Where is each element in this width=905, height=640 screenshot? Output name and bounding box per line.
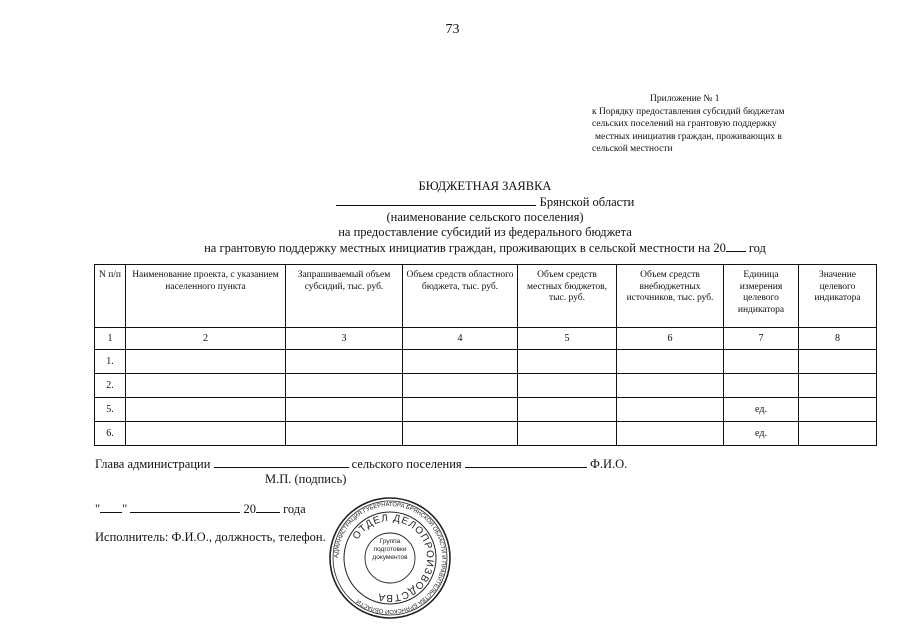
table-cell[interactable] <box>403 398 518 422</box>
quote-open: " <box>95 502 101 516</box>
table-cell[interactable] <box>724 374 799 398</box>
column-number: 5 <box>518 328 617 350</box>
header-cell: Объем средств областного бюджета, тыс. руб. <box>403 265 518 328</box>
table-cell[interactable] <box>518 350 617 374</box>
settlement-label: сельского поселения <box>351 457 462 471</box>
column-number-row <box>95 328 877 350</box>
table-cell[interactable]: ед. <box>724 398 799 422</box>
row-number: 2. <box>95 374 126 398</box>
stamp-caption: М.П. (подпись) <box>265 472 347 486</box>
table-cell[interactable] <box>799 350 877 374</box>
column-number: 7 <box>724 328 799 350</box>
executor-line: Исполнитель: Ф.И.О., должность, телефон. <box>95 530 326 544</box>
header-cell: Объем средств местных бюджетов, тыс. руб. <box>518 265 617 328</box>
header-cell: Объем средств внебюджетных источников, тыс. руб. <box>617 265 724 328</box>
column-number: 2 <box>126 328 286 350</box>
appendix-title: Приложение № 1 <box>650 94 720 104</box>
year-suffix: года <box>283 502 306 516</box>
budget-request-table <box>94 264 877 446</box>
table-cell[interactable] <box>617 398 724 422</box>
appendix-line: к Порядку предоставления субсидий бюджетам <box>592 106 785 117</box>
page-number: 73 <box>445 22 460 37</box>
purpose-line: на предоставление субсидий из федерального бюджета <box>338 225 632 239</box>
grant-line <box>150 240 820 256</box>
table-cell[interactable] <box>617 350 724 374</box>
table-cell[interactable] <box>617 422 724 446</box>
grant-line-prefix: на грантовую поддержку местных инициатив граждан, проживающих в сельской местности на 20 <box>204 241 726 255</box>
table-cell[interactable] <box>799 422 877 446</box>
appendix-line: сельской местности <box>592 144 673 154</box>
seal-center <box>368 538 412 562</box>
seal-center-line: документов <box>372 554 408 561</box>
appendix-line: сельских поселений на грантовую поддержку <box>592 119 777 129</box>
table-cell[interactable] <box>799 398 877 422</box>
head-label: Глава администрации <box>95 457 211 471</box>
column-number: 3 <box>286 328 403 350</box>
year-blank-bottom[interactable] <box>256 501 280 513</box>
document-heading <box>150 179 820 256</box>
seal-inner-text: ОТДЕЛ ДЕЛОПРОИЗВОДСТВА <box>350 512 436 604</box>
fio-label: Ф.И.О. <box>589 457 628 471</box>
column-number: 8 <box>799 328 877 350</box>
table-cell[interactable]: ед. <box>724 422 799 446</box>
date-line <box>95 501 306 517</box>
region-line <box>150 194 820 210</box>
table-cell[interactable] <box>126 350 286 374</box>
header-cell: Наименование проекта, с указанием населенного пункта <box>126 265 286 328</box>
table-row <box>95 350 877 374</box>
seal-center-line: подготовки <box>373 546 407 553</box>
table-row <box>95 398 877 422</box>
table-cell[interactable] <box>126 398 286 422</box>
month-blank[interactable] <box>130 501 240 513</box>
header-cell: N п/п <box>95 265 126 328</box>
year-prefix: 20 <box>243 502 256 516</box>
table-cell[interactable] <box>286 350 403 374</box>
document-title: БЮДЖЕТНАЯ ЗАЯВКА <box>418 179 552 193</box>
signature-line <box>95 456 627 472</box>
header-cell: Единица измерения целевого индикатора <box>724 265 799 328</box>
table-cell[interactable] <box>724 350 799 374</box>
table-row <box>95 422 877 446</box>
seal-outer-text: АДМИНИСТРАЦИЯ ГУБЕРНАТОРА БРЯНСКОЙ ОБЛАСТИ И ПРАВИТЕЛЬСТВА БРЯНСКОЙ ОБЛАСТИ <box>333 501 447 615</box>
fio-blank[interactable] <box>465 456 587 468</box>
table-cell[interactable] <box>403 374 518 398</box>
table-cell[interactable] <box>403 422 518 446</box>
header-cell: Значение целевого индикатора <box>799 265 877 328</box>
table-cell[interactable] <box>286 422 403 446</box>
table-cell[interactable] <box>126 422 286 446</box>
signature-blank[interactable] <box>214 456 349 468</box>
column-number: 4 <box>403 328 518 350</box>
table-cell[interactable] <box>617 374 724 398</box>
appendix-block <box>592 93 852 156</box>
year-blank[interactable] <box>726 240 746 252</box>
table-header-row <box>95 265 877 328</box>
row-number: 1. <box>95 350 126 374</box>
settlement-caption: (наименование сельского поселения) <box>386 210 584 224</box>
table-cell[interactable] <box>126 374 286 398</box>
table-cell[interactable] <box>286 398 403 422</box>
row-number: 6. <box>95 422 126 446</box>
table-cell[interactable] <box>403 350 518 374</box>
table-cell[interactable] <box>286 374 403 398</box>
grant-line-suffix: год <box>748 241 766 255</box>
seal-center-line: Группа <box>379 538 401 545</box>
table-cell[interactable] <box>518 422 617 446</box>
table-cell[interactable] <box>518 374 617 398</box>
table-row <box>95 374 877 398</box>
day-blank[interactable] <box>100 501 122 513</box>
row-number: 5. <box>95 398 126 422</box>
appendix-line: местных инициатив граждан, проживающих в <box>595 131 782 142</box>
table-cell[interactable] <box>799 374 877 398</box>
table-cell[interactable] <box>518 398 617 422</box>
header-cell: Запрашиваемый объем субсидий, тыс. руб. <box>286 265 403 328</box>
region-suffix: Брянской области <box>539 195 635 209</box>
settlement-name-blank[interactable] <box>336 194 536 206</box>
quote-close: " <box>122 502 128 516</box>
column-number: 6 <box>617 328 724 350</box>
column-number: 1 <box>95 328 126 350</box>
